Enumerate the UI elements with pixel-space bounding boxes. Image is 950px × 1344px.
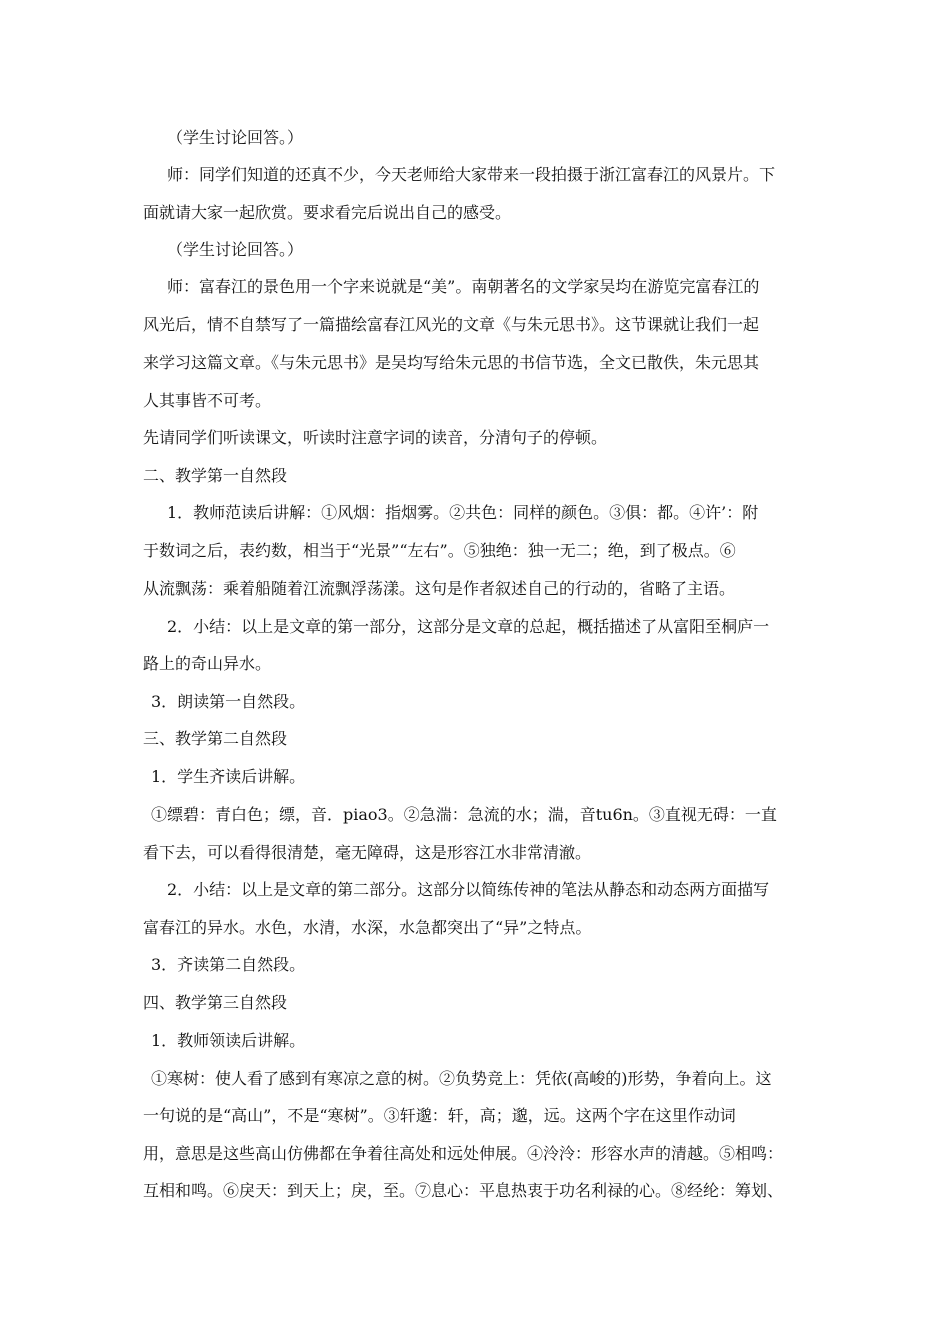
text-line: 面就请大家一起欣赏。要求看完后说出自己的感受。 [143, 203, 512, 222]
text-line: 于数词之后，表约数，相当于“光景”“左右”。⑤独绝：独一无二；绝，到了极点。⑥ [143, 541, 736, 560]
text-line: 师：富春江的景色用一个字来说就是“美”。南朝著名的文学家吴均在游览完富春江的 [167, 277, 760, 296]
text-line: 路上的奇山异水。 [143, 654, 272, 673]
section-heading: 二、教学第一自然段 [143, 466, 288, 485]
text-line: 用，意思是这些高山仿佛都在争着往高处和远处伸展。④泠泠：形容水声的清越。⑤相鸣： [143, 1144, 784, 1163]
text-line: 3．朗读第一自然段。 [151, 692, 306, 711]
text-line: 互相和鸣。⑥戾天：到天上；戾，至。⑦息心：平息热衷于功名利禄的心。⑧经纶：筹划、 [143, 1181, 784, 1200]
text-line: 看下去，可以看得很清楚，毫无障碍，这是形容江水非常清澈。 [143, 843, 592, 862]
text-line: 从流飘荡：乘着船随着江流飘浮荡漾。这句是作者叙述自己的行动的，省略了主语。 [143, 579, 736, 598]
text-line: 2．小结：以上是文章的第二部分。这部分以简练传神的笔法从静态和动态两方面描写 [167, 880, 770, 899]
text-line: 2．小结：以上是文章的第一部分，这部分是文章的总起，概括描述了从富阳至桐庐一 [167, 617, 770, 636]
text-line: ①寒树：使人看了感到有寒凉之意的树。②负势竞上：凭依(高峻的)形势，争着向上。这 [151, 1069, 772, 1088]
text-line: 1．教师范读后讲解：①风烟：指烟雾。②共色：同样的颜色。③俱：都。④许’：附 [167, 503, 759, 522]
text-line: 富春江的异水。水色，水清，水深，水急都突出了“异”之特点。 [143, 918, 592, 937]
text-line: 师：同学们知道的还真不少，今天老师给大家带来一段拍摄于浙江富春江的风景片。下 [167, 165, 776, 184]
text-line: （学生讨论回答。） [167, 240, 304, 259]
text-line: 人其事皆不可考。 [143, 391, 272, 410]
text-line: 3．齐读第二自然段。 [151, 955, 306, 974]
text-line: 1．学生齐读后讲解。 [151, 767, 306, 786]
section-heading: 三、教学第二自然段 [143, 729, 288, 748]
text-line: ①缥碧：青白色；缥，音．piao3。②急湍：急流的水；湍，音tu6n。③直视无碍：一直 [151, 805, 777, 824]
text-line: 先请同学们听读课文，听读时注意字词的读音，分清句子的停顿。 [143, 428, 608, 447]
text-line: 风光后，情不自禁写了一篇描绘富春江风光的文章《与朱元思书》。这节课就让我们一起 [143, 315, 760, 334]
text-line: 一句说的是“高山”，不是“寒树”。③轩邈：轩，高；邈，远。这两个字在这里作动词 [143, 1106, 736, 1125]
text-line: 来学习这篇文章。《与朱元思书》是吴均写给朱元思的书信节选，全文已散佚，朱元思其 [143, 353, 760, 372]
text-line: 1．教师领读后讲解。 [151, 1031, 306, 1050]
section-heading: 四、教学第三自然段 [143, 993, 288, 1012]
text-line: （学生讨论回答。） [167, 128, 304, 147]
